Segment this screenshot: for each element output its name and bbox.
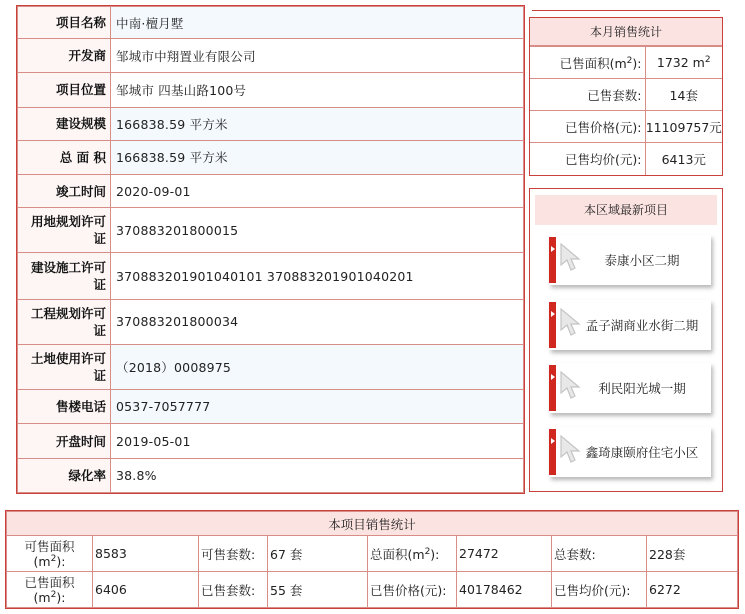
value-developer: 邹城市中翔置业有限公司 bbox=[111, 39, 524, 73]
avail-count-value: 67 套 bbox=[268, 536, 368, 572]
monthly-avg-label: 已售均价(元): bbox=[530, 143, 645, 175]
red-flag-icon bbox=[549, 302, 556, 348]
value-completion-date: 2020-09-01 bbox=[111, 175, 524, 208]
label-developer: 开发商 bbox=[18, 39, 111, 73]
monthly-price-value: 11109757元 bbox=[645, 111, 722, 143]
label-sales-phone: 售楼电话 bbox=[18, 390, 111, 424]
newest-project-link[interactable] bbox=[549, 427, 711, 477]
monthly-price-label: 已售价格(元): bbox=[530, 111, 645, 143]
label-completion-date: 竣工时间 bbox=[18, 175, 111, 208]
value-location: 邹城市 四基山路100号 bbox=[111, 73, 524, 107]
value-land-use-permit: （2018）0008975 bbox=[111, 345, 524, 390]
label-opening-date: 开盘时间 bbox=[18, 424, 111, 458]
newest-project-title: 泰康小区二期 bbox=[604, 253, 680, 268]
sold-count-label: 已售套数: bbox=[199, 572, 268, 608]
red-flag-icon bbox=[549, 429, 556, 475]
sold-area-label: 已售面积 $(m^2)$: bbox=[7, 572, 93, 608]
value-build-scale: 166838.59 平方米 bbox=[111, 107, 524, 140]
label-construction-permit: 建设施工许可证 bbox=[18, 253, 111, 299]
monthly-area-label: 已售面积$(m^2)$: bbox=[530, 47, 645, 79]
newest-project-title: 鑫琦康颐府住宅小区 bbox=[585, 445, 699, 460]
sold-count-value: 55 套 bbox=[268, 572, 368, 608]
red-flag-icon bbox=[549, 237, 556, 283]
total-count-label: 总套数: bbox=[552, 536, 647, 572]
sold-avg-label: 已售均价(元): bbox=[552, 572, 647, 608]
label-land-use-permit: 土地使用许可证 bbox=[18, 345, 111, 390]
value-opening-date: 2019-05-01 bbox=[111, 424, 524, 458]
project-sales-title: 本项目销售统计 bbox=[7, 512, 738, 536]
value-total-area: 166838.59 平方米 bbox=[111, 140, 524, 174]
newest-project-title: 利民阳光城一期 bbox=[598, 381, 686, 396]
label-project-name: 项目名称 bbox=[18, 7, 111, 39]
monthly-count-label: 已售套数: bbox=[530, 79, 645, 111]
monthly-avg-value: 6413元 bbox=[645, 143, 722, 175]
monthly-sales-panel bbox=[529, 17, 723, 176]
project-detail-table bbox=[16, 5, 525, 494]
value-green-rate: 38.8% bbox=[111, 458, 524, 492]
label-green-rate: 绿化率 bbox=[18, 458, 111, 492]
newest-projects-title: 本区域最新项目 bbox=[535, 195, 717, 225]
monthly-count-value: 14套 bbox=[645, 79, 722, 111]
avail-area-value: 8583 bbox=[93, 536, 199, 572]
label-total-area: 总 面 积 bbox=[18, 140, 111, 174]
newest-projects-panel bbox=[529, 188, 723, 492]
monthly-sales-title: 本月销售统计 bbox=[530, 18, 722, 46]
label-engineering-planning-permit: 工程规划许可证 bbox=[18, 299, 111, 344]
value-construction-permit: 370883201901040101 370883201901040201 bbox=[111, 253, 524, 299]
newest-project-link[interactable] bbox=[549, 300, 711, 350]
label-location: 项目位置 bbox=[18, 73, 111, 107]
total-area-value: 27472 bbox=[457, 536, 552, 572]
value-sales-phone: 0537-7057777 bbox=[111, 390, 524, 424]
sold-avg-value: 6272 bbox=[647, 572, 738, 608]
avail-area-label: 可售面积 $(m^2)$: bbox=[7, 536, 93, 572]
newest-project-link[interactable] bbox=[549, 235, 711, 285]
sold-area-value: 6406 bbox=[93, 572, 199, 608]
monthly-area-value: 1732 $m^2$ bbox=[645, 47, 722, 79]
newest-project-link[interactable] bbox=[549, 363, 711, 413]
value-project-name: 中南·檀月墅 bbox=[111, 7, 524, 39]
total-area-label: 总面积$(m^2)$: bbox=[368, 536, 457, 572]
project-sales-stats bbox=[5, 510, 739, 609]
avail-count-label: 可售套数: bbox=[199, 536, 268, 572]
red-flag-icon bbox=[549, 365, 556, 411]
total-count-value: 228套 bbox=[647, 536, 738, 572]
newest-project-title: 孟子湖商业水街二期 bbox=[585, 318, 699, 333]
sold-price-value: 40178462 bbox=[457, 572, 552, 608]
sold-price-label: 已售价格(元): bbox=[368, 572, 457, 608]
label-build-scale: 建设规模 bbox=[18, 107, 111, 140]
value-land-planning-permit: 370883201800015 bbox=[111, 208, 524, 253]
label-land-planning-permit: 用地规划许可证 bbox=[18, 208, 111, 253]
value-engineering-planning-permit: 370883201800034 bbox=[111, 299, 524, 344]
